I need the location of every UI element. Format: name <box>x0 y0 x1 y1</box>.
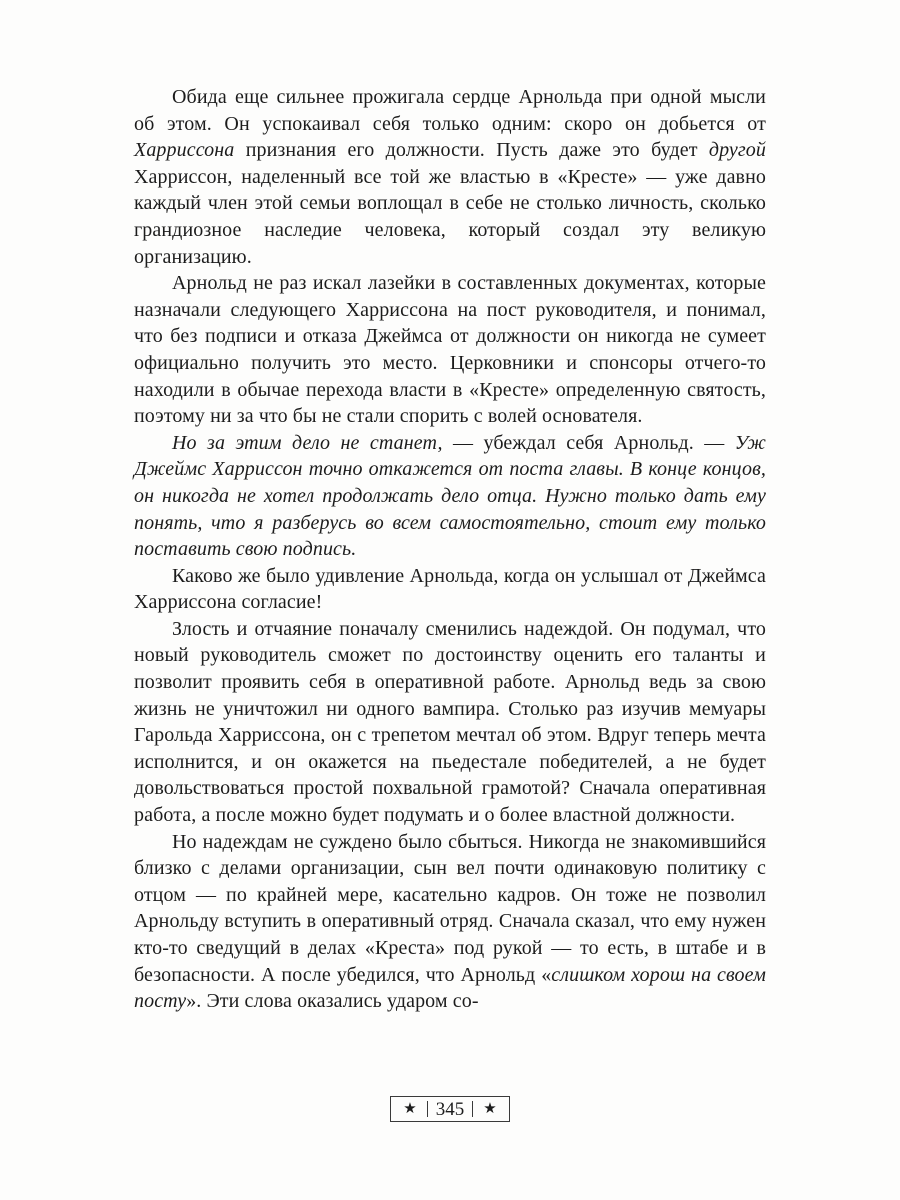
page-footer <box>0 1096 900 1122</box>
book-text <box>134 84 766 1015</box>
text-run: признания его должности. Пусть даже это будет <box>234 139 709 162</box>
paragraph <box>134 829 766 1015</box>
text-run: Каково же было удивление Арнольда, когда он услышал от Джеймса Харриссона согласие! <box>134 564 766 614</box>
text-run: Злость и отчаяние поначалу сменились надеждой. Он подумал, что новый руководитель сможет по достоинству оценить его таланты и позволит проявить себя в оперативной работе. Арнольд ведь за свою жизнь не уничтожил ни одного вампира. Столько раз изучив мемуары Гарольда Харриссона, он с трепетом мечтал об этом. Вдруг теперь мечта исполнится, и он окажется на пьедестале победителей, а не будет довольствоваться простой похвальной грамотой? Сначала оперативная работа, а после можно будет подумать и о более властной должности. <box>134 617 766 827</box>
paragraph <box>134 84 766 270</box>
page-number-box <box>390 1096 509 1122</box>
italic-text-run: слишком хорош на своем посту <box>134 963 766 1013</box>
italic-text-run: другой <box>708 139 766 162</box>
text-run: Харриссон, наделенный все той же властью в «Кресте» — уже давно каждый член этой семьи воплощал в себе не столько личность, сколько грандиозное наследие человека, который создал эту великую организацию. <box>134 165 766 268</box>
paragraph <box>134 270 766 430</box>
text-run: Арнольд не раз искал лазейки в составленных документах, которые назначали следующего Харриссона на пост руководителя, и понимал, что без подписи и отказа Джеймса от должности он никогда не сумеет официально получить это место. Церковники и спонсоры отчего-то находили в обычае перехода власти в «Кресте» определенную святость, поэтому ни за что бы не стали спорить с волей основателя. <box>134 272 766 428</box>
italic-text-run: Уж Джеймс Харриссон точно откажется от поста главы. В конце концов, он никогда не хотел продолжать дело отца. Нужно только дать ему понять, что я разберусь во всем самостоятельно, стоит ему только поставить свою подпись. <box>134 431 766 561</box>
divider <box>427 1101 428 1117</box>
text-run: Но надеждам не суждено было сбыться. Никогда не знакомившийся близко с делами организации, сын вел почти одинаковую политику с отцом — по крайней мере, касательно кадров. Он тоже не позволил Арнольду вступить в оперативный отряд. Сначала сказал, что ему нужен кто-то сведущий в делах «Креста» под рукой — то есть, в штабе и в безопасности. А после убедился, что Арнольд « <box>134 830 766 986</box>
italic-text-run: Но за этим дело не станет, <box>172 431 443 454</box>
star-icon-right: ★ <box>483 1100 497 1117</box>
italic-text-run: Харриссона <box>134 139 235 162</box>
page-number: 345 <box>435 1098 465 1120</box>
paragraph <box>134 563 766 616</box>
paragraph <box>134 616 766 829</box>
paragraph <box>134 430 766 563</box>
star-icon-left: ★ <box>403 1100 417 1117</box>
text-run: — убеждал себя Арнольд. — <box>442 431 735 454</box>
text-run: Обида еще сильнее прожигала сердце Арнольда при одной мысли об этом. Он успокаивал себя только одним: скоро он добьется от <box>134 86 766 135</box>
text-run: ». Эти слова оказались ударом со- <box>186 990 479 1013</box>
divider <box>472 1101 473 1117</box>
